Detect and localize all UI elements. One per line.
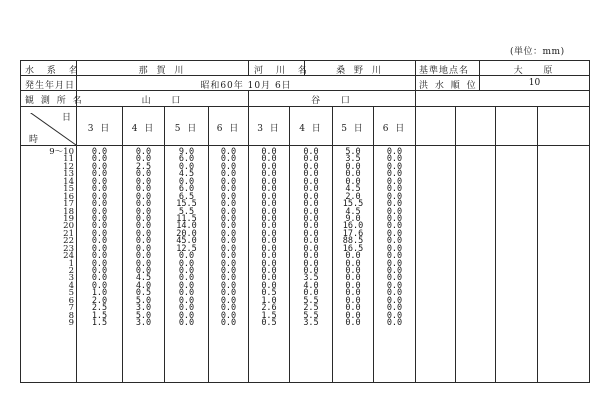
rainfall-cell: 0.0 — [220, 243, 237, 254]
rainfall-cell: 0.0 — [261, 280, 277, 291]
rainfall-cell: 4.5 — [135, 273, 152, 284]
rainfall-cell: 1.5 — [91, 310, 108, 321]
rainfall-cell: 0.0 — [135, 236, 152, 247]
rainfall-cell: 0.0 — [303, 236, 319, 247]
rainfall-cell: 0.0 — [261, 228, 277, 239]
rainfall-cell: 0.0 — [345, 318, 361, 329]
rainfall-cell: 0.0 — [261, 251, 277, 262]
rainfall-cell: 0.0 — [220, 258, 237, 269]
rainfall-cell: 0.0 — [135, 191, 152, 202]
rainfall-cell: 0.0 — [220, 303, 237, 314]
rainfall-cell: 0.0 — [303, 213, 319, 224]
rainfall-cell: 5.0 — [135, 295, 152, 306]
rainfall-cell: 0.0 — [135, 147, 152, 157]
station1-day3-column — [77, 149, 122, 328]
rainfall-cell: 6.5 — [178, 191, 195, 202]
rainfall-cell: 0.0 — [91, 243, 108, 254]
hour-label: 9 — [68, 318, 74, 329]
rainfall-cell: 0.0 — [178, 303, 195, 314]
hour-label: 5 — [68, 288, 74, 299]
corner-hour-label: 時 — [29, 135, 39, 145]
rainfall-cell: 0.0 — [178, 280, 195, 291]
rainfall-cell: 0.0 — [386, 243, 403, 254]
rank-value: 10 — [528, 78, 541, 88]
rainfall-cell: 2.5 — [135, 161, 152, 172]
rainfall-cell: 0.0 — [303, 258, 319, 269]
rainfall-cell: 15.5 — [176, 199, 197, 210]
rainfall-cell: 3.5 — [303, 273, 319, 284]
rainfall-cell: 0.0 — [303, 228, 319, 239]
rainfall-cell: 5.5 — [303, 310, 319, 321]
rainfall-cell: 0.0 — [386, 266, 403, 276]
rainfall-cell: 0.0 — [135, 206, 152, 217]
rainfall-cell: 0.0 — [91, 221, 108, 232]
rainfall-cell: 0.0 — [386, 310, 403, 321]
rainfall-cell: 0.0 — [303, 147, 319, 157]
rainfall-cell: 0.0 — [386, 184, 403, 195]
rainfall-cell: 0.0 — [135, 213, 152, 224]
rainfall-cell: 0.0 — [91, 184, 108, 195]
row-rule — [21, 145, 589, 146]
unit-label: (単位：mm) — [510, 47, 565, 57]
rainfall-cell: 0.0 — [135, 184, 152, 195]
rainfall-cell: 0.0 — [303, 221, 319, 232]
water-system-value: 那 賀 川 — [138, 66, 187, 76]
rainfall-cell: 0.0 — [135, 228, 152, 239]
rainfall-cell: 1.5 — [91, 318, 108, 329]
col-rule — [248, 61, 249, 75]
station1-day6-column — [209, 149, 248, 328]
rainfall-cell: 0.0 — [303, 266, 319, 276]
rainfall-cell: 0.0 — [135, 266, 152, 276]
rainfall-cell: 16.0 — [342, 221, 364, 232]
rainfall-cell: 5.0 — [345, 147, 361, 157]
rainfall-cell: 20.0 — [176, 228, 197, 239]
rainfall-cell: 0.0 — [386, 161, 403, 172]
col-rule — [495, 106, 496, 382]
rainfall-cell: 0.0 — [220, 147, 237, 157]
rainfall-cell: 12.5 — [176, 243, 197, 254]
rainfall-cell: 14.0 — [176, 221, 197, 232]
rainfall-cell: 1.0 — [261, 295, 277, 306]
rainfall-cell: 0.0 — [178, 266, 195, 276]
rainfall-cell: 0.0 — [261, 221, 277, 232]
rainfall-cell: 0.0 — [261, 169, 277, 180]
rainfall-cell: 0.0 — [261, 258, 277, 269]
rainfall-cell: 0.0 — [91, 199, 108, 210]
rainfall-cell: 0.0 — [91, 154, 108, 165]
rainfall-cell: 0.0 — [386, 280, 403, 291]
rainfall-cell: 0.0 — [386, 303, 403, 314]
day-header: 3 日 — [87, 124, 112, 134]
rank-label: 洪 水 順 位 — [419, 81, 478, 91]
col-rule — [537, 106, 538, 382]
hour-label: 19 — [63, 213, 74, 224]
rainfall-table — [20, 60, 590, 383]
rainfall-cell: 0.0 — [135, 169, 152, 180]
rainfall-cell: 3.5 — [303, 318, 319, 329]
station2-day5-column — [333, 149, 373, 328]
rainfall-cell: 0.0 — [261, 273, 277, 284]
rainfall-cell: 0.0 — [220, 310, 237, 321]
rainfall-cell: 2.5 — [303, 303, 319, 314]
water-system-label: 水 系 名 — [25, 66, 83, 76]
rainfall-cell: 5.5 — [303, 295, 319, 306]
rainfall-cell: 0.0 — [135, 154, 152, 165]
rainfall-cell: 0.0 — [345, 303, 361, 314]
rainfall-cell: 0.0 — [178, 310, 195, 321]
rainfall-cell: 0.0 — [345, 310, 361, 321]
rainfall-cell: 0.0 — [303, 251, 319, 262]
rainfall-cell: 0.0 — [220, 251, 237, 262]
station2-day6-column — [374, 149, 415, 328]
rainfall-cell: 0.0 — [261, 161, 277, 172]
rainfall-cell: 0.0 — [386, 154, 403, 165]
day-header: 6 日 — [382, 124, 407, 134]
rainfall-cell: 0.0 — [386, 236, 403, 247]
rainfall-cell: 0.0 — [386, 228, 403, 239]
rainfall-cell: 0.0 — [91, 228, 108, 239]
rainfall-cell: 0.0 — [386, 191, 403, 202]
hour-column — [21, 149, 76, 328]
day-header: 4 日 — [131, 124, 156, 134]
rainfall-cell: 0.0 — [261, 199, 277, 210]
rainfall-cell: 0.5 — [261, 288, 277, 299]
rainfall-cell: 0.0 — [303, 199, 319, 210]
col-rule — [455, 106, 456, 382]
rainfall-cell: 0.0 — [345, 280, 361, 291]
rainfall-cell: 0.0 — [91, 258, 108, 269]
rainfall-cell: 4.0 — [303, 280, 319, 291]
rainfall-cell: 0.0 — [386, 295, 403, 306]
rainfall-cell: 3.0 — [135, 318, 152, 329]
hour-label: 13 — [63, 169, 74, 180]
day-header: 5 日 — [174, 124, 199, 134]
rainfall-cell: 0.0 — [345, 258, 361, 269]
rainfall-cell: 0.0 — [261, 184, 277, 195]
rainfall-cell: 0.0 — [220, 228, 237, 239]
hour-label: 8 — [68, 310, 74, 321]
rainfall-cell: 0.0 — [220, 236, 237, 247]
base-point-label: 基準地点名 — [419, 66, 470, 76]
rainfall-cell: 0.0 — [135, 243, 152, 254]
rainfall-cell: 1.0 — [91, 288, 108, 299]
rainfall-cell: 0.0 — [220, 161, 237, 172]
rainfall-cell: 0.0 — [345, 288, 361, 299]
col-rule — [415, 61, 416, 382]
rainfall-cell: 0.0 — [220, 273, 237, 284]
rainfall-cell: 0.0 — [386, 221, 403, 232]
station2-name: 谷 口 — [311, 96, 353, 106]
rainfall-cell: 0.0 — [303, 288, 319, 299]
date-label: 発生年月日 — [25, 81, 76, 91]
rainfall-cell: 0.0 — [91, 273, 108, 284]
rainfall-cell: 11.5 — [176, 213, 197, 224]
rainfall-cell: 9.0 — [178, 147, 195, 157]
rainfall-cell: 0.0 — [345, 161, 361, 172]
rainfall-cell: 5.5 — [178, 206, 195, 217]
day-header: 6 日 — [216, 124, 241, 134]
row-rule — [21, 106, 589, 107]
rainfall-cell: 0.0 — [220, 169, 237, 180]
hour-label: 21 — [63, 228, 74, 239]
hour-label: 2 — [68, 266, 74, 276]
rainfall-cell: 0.0 — [220, 295, 237, 306]
hour-label: 9〜10 — [49, 147, 74, 157]
rainfall-cell: 2.0 — [91, 295, 108, 306]
rainfall-cell: 0.0 — [303, 169, 319, 180]
rainfall-cell: 2.0 — [345, 191, 361, 202]
hour-label: 1 — [68, 258, 74, 269]
rainfall-cell: 0.0 — [345, 266, 361, 276]
hour-label: 23 — [63, 243, 74, 254]
rainfall-cell: 0.0 — [303, 161, 319, 172]
rainfall-cell: 0.0 — [220, 318, 237, 329]
rainfall-cell: 0.5 — [261, 318, 277, 329]
rainfall-cell: 0.0 — [261, 147, 277, 157]
rainfall-cell: 0.0 — [345, 251, 361, 262]
rainfall-cell: 0.0 — [261, 176, 277, 187]
rainfall-cell: 0.0 — [135, 199, 152, 210]
rainfall-cell: 0.0 — [386, 199, 403, 210]
rainfall-cell: 4.0 — [135, 280, 152, 291]
hour-label: 11 — [63, 154, 74, 165]
rainfall-cell: 0.0 — [91, 191, 108, 202]
rainfall-cell: 0.0 — [220, 213, 237, 224]
rainfall-cell: 0.0 — [386, 288, 403, 299]
hour-label: 14 — [63, 176, 74, 187]
station1-day5-column — [165, 149, 208, 328]
hour-label: 12 — [63, 161, 74, 172]
hour-label: 17 — [63, 199, 74, 210]
rainfall-cell: 0.0 — [220, 199, 237, 210]
rainfall-cell: 0.0 — [386, 273, 403, 284]
rainfall-cell: 0.0 — [91, 161, 108, 172]
corner-day-label: 日 — [62, 113, 72, 123]
rainfall-cell: 0.0 — [178, 251, 195, 262]
rainfall-cell: 0.0 — [303, 176, 319, 187]
rainfall-cell: 0.0 — [178, 288, 195, 299]
rainfall-cell: 0.0 — [220, 280, 237, 291]
rainfall-cell: 88.5 — [342, 236, 364, 247]
rainfall-cell: 9.0 — [345, 213, 361, 224]
day-header: 5 日 — [341, 124, 365, 134]
rainfall-cell: 6.0 — [178, 184, 195, 195]
rainfall-cell: 17.6 — [342, 228, 364, 239]
rainfall-cell: 0.0 — [220, 206, 237, 217]
station2-day4-column — [290, 149, 332, 328]
rainfall-cell: 0.0 — [91, 176, 108, 187]
rainfall-cell: 3.5 — [345, 154, 361, 165]
rainfall-cell: 0.0 — [386, 318, 403, 329]
rainfall-cell: 4.5 — [345, 206, 361, 217]
rainfall-cell: 0.0 — [303, 191, 319, 202]
station1-day4-column — [123, 149, 164, 328]
day-header: 4 日 — [299, 124, 323, 134]
rainfall-cell: 0.0 — [178, 161, 195, 172]
rainfall-cell: 0.0 — [261, 154, 277, 165]
rainfall-cell: 0.0 — [220, 266, 237, 276]
rainfall-cell: 0.0 — [261, 191, 277, 202]
rainfall-cell: 0.0 — [261, 236, 277, 247]
hour-label: 6 — [68, 295, 74, 306]
rainfall-cell: 0.0 — [220, 184, 237, 195]
rainfall-cell: 1.5 — [261, 310, 277, 321]
rainfall-cell: 0.0 — [345, 169, 361, 180]
rainfall-cell: 0.0 — [386, 206, 403, 217]
station1-name: 山 口 — [141, 96, 184, 106]
rainfall-cell: 0.0 — [386, 213, 403, 224]
rainfall-cell: 0.0 — [386, 169, 403, 180]
rainfall-cell: 0.0 — [261, 243, 277, 254]
rainfall-cell: 0.0 — [91, 280, 108, 291]
hour-label: 24 — [63, 251, 74, 262]
river-label: 河 川 名 — [254, 66, 312, 76]
rainfall-cell: 0.0 — [303, 243, 319, 254]
rainfall-cell: 0.0 — [261, 266, 277, 276]
rainfall-cell: 0.0 — [345, 176, 361, 187]
hour-label: 16 — [63, 191, 74, 202]
rainfall-cell: 0.0 — [303, 206, 319, 217]
base-point-value: 大 原 — [513, 66, 556, 76]
rainfall-cell: 0.0 — [135, 221, 152, 232]
hour-label: 22 — [63, 236, 74, 247]
rainfall-cell: 0.0 — [220, 288, 237, 299]
rainfall-cell: 0.0 — [261, 213, 277, 224]
day-header: 3 日 — [257, 124, 281, 134]
rainfall-cell: 0.0 — [178, 258, 195, 269]
river-value: 桑 野 川 — [336, 66, 384, 76]
rainfall-cell: 0.0 — [386, 251, 403, 262]
hour-label: 18 — [63, 206, 74, 217]
rainfall-cell: 2.6 — [261, 303, 277, 314]
rainfall-cell: 0.0 — [386, 176, 403, 187]
rainfall-cell: 2.5 — [91, 303, 108, 314]
rainfall-cell: 0.0 — [178, 273, 195, 284]
hour-label: 7 — [68, 303, 74, 314]
rainfall-cell: 0.0 — [91, 251, 108, 262]
rainfall-cell: 16.5 — [342, 243, 364, 254]
rainfall-cell: 0.0 — [135, 258, 152, 269]
rainfall-cell: 0.0 — [178, 295, 195, 306]
rainfall-cell: 4.5 — [345, 184, 361, 195]
rainfall-cell: 0.5 — [135, 288, 152, 299]
station2-day3-column — [249, 149, 289, 328]
rainfall-cell: 0.0 — [178, 318, 195, 329]
hour-label: 15 — [63, 184, 74, 195]
hour-label: 20 — [63, 221, 74, 232]
rainfall-cell: 0.0 — [345, 273, 361, 284]
rainfall-cell: 0.0 — [220, 154, 237, 165]
rainfall-cell: 6.0 — [178, 154, 195, 165]
rainfall-cell: 0.0 — [303, 184, 319, 195]
rainfall-cell: 0.0 — [91, 213, 108, 224]
rainfall-cell: 0.0 — [261, 206, 277, 217]
rainfall-cell: 4.5 — [178, 169, 195, 180]
rainfall-cell: 0.0 — [303, 154, 319, 165]
rainfall-cell: 0.0 — [135, 176, 152, 187]
rainfall-cell: 0.0 — [386, 258, 403, 269]
rainfall-cell: 45.0 — [176, 236, 197, 247]
rainfall-cell: 0.0 — [91, 266, 108, 276]
date-value: 昭和60年 10月 6日 — [200, 81, 292, 91]
rainfall-cell: 0.0 — [178, 176, 195, 187]
rainfall-cell: 0.0 — [135, 251, 152, 262]
rainfall-cell: 5.0 — [135, 310, 152, 321]
rainfall-cell: 0.0 — [220, 191, 237, 202]
rainfall-cell: 0.0 — [91, 236, 108, 247]
rainfall-cell: 0.0 — [91, 206, 108, 217]
rainfall-cell: 0.0 — [345, 295, 361, 306]
rainfall-cell: 0.0 — [386, 147, 403, 157]
rainfall-cell: 3.0 — [135, 303, 152, 314]
hour-label: 3 — [68, 273, 74, 284]
rainfall-cell: 0.0 — [91, 169, 108, 180]
hour-label: 4 — [68, 280, 74, 291]
rainfall-cell: 15.5 — [342, 199, 364, 210]
rainfall-cell: 0.0 — [220, 176, 237, 187]
rainfall-cell: 0.0 — [91, 147, 108, 157]
rainfall-cell: 0.0 — [220, 221, 237, 232]
station-label: 観 測 所 名 — [25, 96, 84, 106]
